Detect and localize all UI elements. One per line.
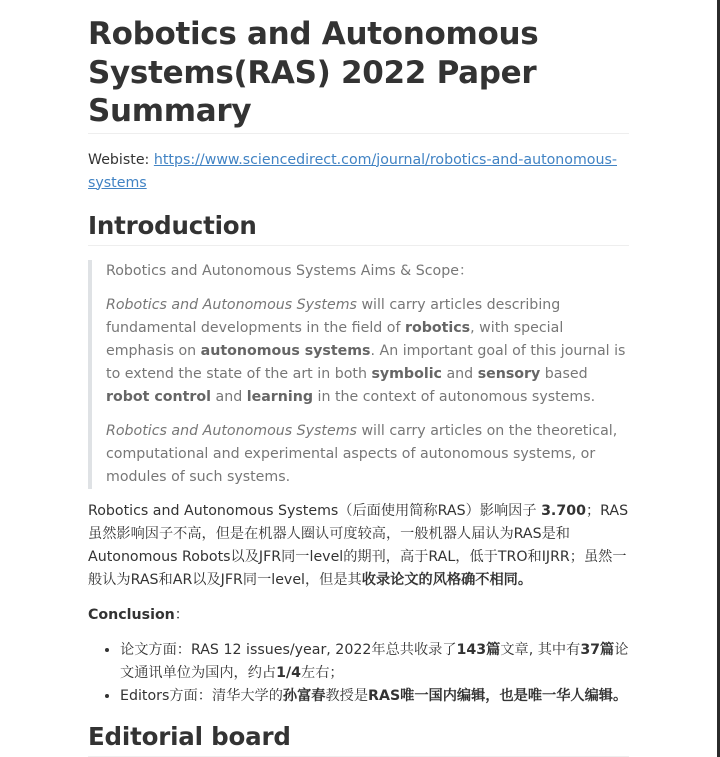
page-title: Robotics and Autonomous Systems(RAS) 2022 Paper Summary [88, 15, 629, 134]
scope-line: Robotics and Autonomous Systems Aims & Scope： [106, 262, 474, 279]
impact-factor-paragraph: Robotics and Autonomous Systems（后面使用简称RAS）影响因子 3.700；RAS虽然影响因子不高，但是在机器人圈认可度较高，一般机器人届认为RAS是和Autonomous Robots以及JFR同一level的期刊，高于RAL，低于TRO和IJRR；虽然一般认为RAS和AR以及JFR同一level，但是其收录论文的风格确不相同。 [88, 502, 629, 588]
list-item: • 论文方面：RAS 12 issues/year, 2022年总共收录了143篇文章, 其中有37篇论文通讯单位为国内，约占1/4左右； [120, 639, 629, 685]
website-label: Webiste: [88, 151, 154, 168]
aims-scope-quote [88, 260, 629, 489]
list-item: • Editors方面：清华大学的孙富春教授是RAS唯一国内编辑，也是唯一华人编辑。 [120, 685, 629, 708]
scope-paragraph-1: Robotics and Autonomous Systems will carry articles describing fundamental developments in the field of robotics, with special emphasis on autonomous systems. An important goal of this journal is to extend the state of the art in both symbolic and sensory based robot control and learning in the context of autonomous systems. [106, 296, 626, 405]
section-heading-introduction: Introduction [88, 209, 629, 246]
section-heading-editorial-board: Editorial board [88, 720, 629, 757]
conclusion-list [88, 639, 629, 708]
scope-paragraph-2: Robotics and Autonomous Systems will carry articles on the theoretical, computational and experimental aspects of autonomous systems, or modules of such systems. [106, 422, 618, 485]
conclusion-label: Conclusion： [88, 606, 189, 623]
website-line [88, 149, 629, 195]
website-link[interactable]: https://www.sciencedirect.com/journal/robotics-and-autonomous-systems [88, 151, 617, 191]
document-page [88, 0, 629, 757]
